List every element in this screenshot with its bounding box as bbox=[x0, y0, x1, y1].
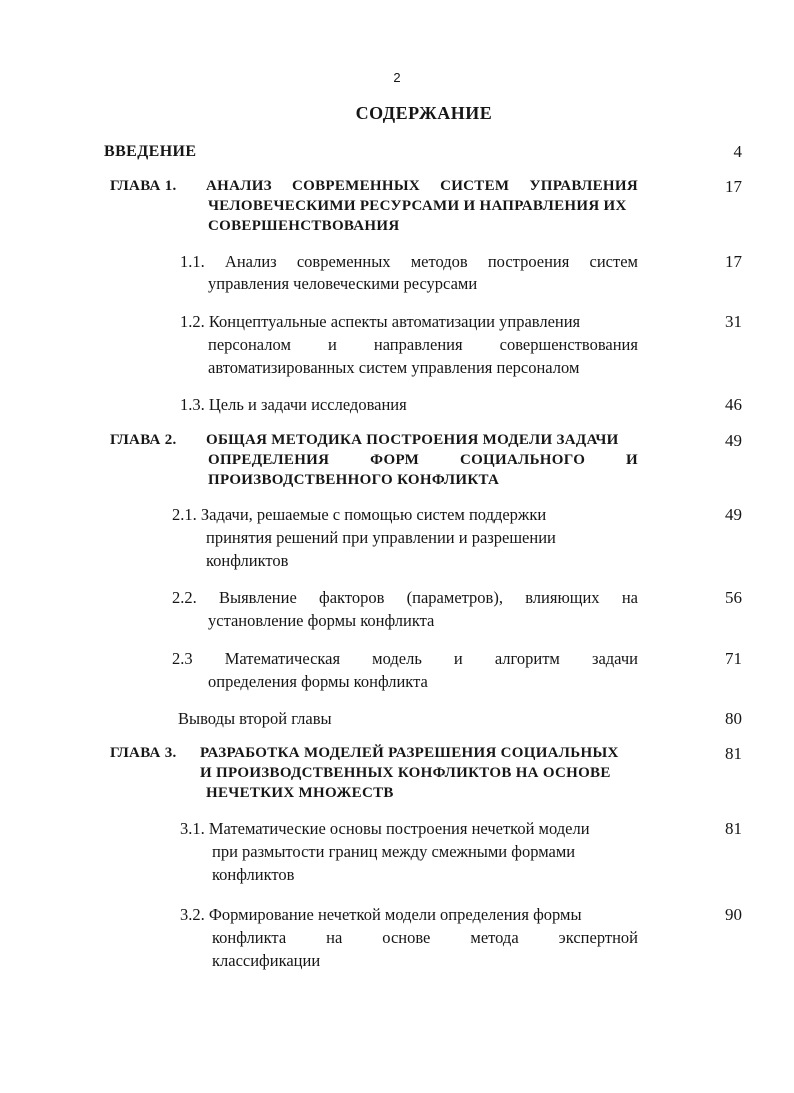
section-1-2-line2: персоналом и направления совершенствования bbox=[208, 335, 638, 354]
section-1-2-line1: 1.2. Концептуальные аспекты автоматизации управления bbox=[180, 312, 581, 331]
section-3-1-line2: при размытости границ между смежными формами bbox=[212, 842, 576, 861]
section-1-1-line1: 1.1. Анализ современных методов построения систем bbox=[180, 252, 638, 271]
section-2-1-line2: принятия решений при управлении и разрешении bbox=[206, 528, 556, 547]
section-2-3-page: 71 bbox=[725, 649, 742, 668]
section-1-1-line2: управления человеческими ресурсами bbox=[208, 274, 478, 293]
section-2-2-page: 56 bbox=[725, 588, 742, 607]
section-2-2-line2: установление формы конфликта bbox=[208, 611, 435, 630]
section-2-3-line1: 2.3 Математическая модель и алгоритм задачи bbox=[172, 649, 638, 668]
section-3-1-line3: конфликтов bbox=[212, 865, 295, 884]
chapter2-title-line2: ОПРЕДЕЛЕНИЯ ФОРМ СОЦИАЛЬНОГО И bbox=[208, 452, 638, 468]
section-3-2-line3: классификации bbox=[212, 951, 321, 970]
section-2-3-line2: определения формы конфликта bbox=[208, 672, 428, 691]
section-2-1-page: 49 bbox=[725, 505, 742, 524]
chapter3-number: ГЛАВА 3. bbox=[110, 745, 177, 761]
section-1-3-page: 46 bbox=[725, 395, 742, 414]
section-2-conclusions-page: 80 bbox=[725, 709, 742, 728]
chapter3-title-line2: И ПРОИЗВОДСТВЕННЫХ КОНФЛИКТОВ НА ОСНОВЕ bbox=[200, 765, 611, 781]
chapter1-number: ГЛАВА 1. bbox=[110, 178, 177, 194]
chapter2-number: ГЛАВА 2. bbox=[110, 432, 177, 448]
toc-intro-label: ВВЕДЕНИЕ bbox=[104, 143, 197, 160]
chapter1-title-line2: ЧЕЛОВЕЧЕСКИМИ РЕСУРСАМИ И НАПРАВЛЕНИЯ ИХ bbox=[208, 198, 627, 214]
chapter2-title-line1: ОБЩАЯ МЕТОДИКА ПОСТРОЕНИЯ МОДЕЛИ ЗАДАЧИ bbox=[206, 432, 619, 448]
section-1-3-line1: 1.3. Цель и задачи исследования bbox=[180, 395, 407, 414]
chapter3-page: 81 bbox=[725, 744, 742, 763]
section-2-2-line1: 2.2. Выявление факторов (параметров), влияющих на bbox=[172, 588, 638, 607]
section-2-1-line3: конфликтов bbox=[206, 551, 289, 570]
chapter3-title-line1: РАЗРАБОТКА МОДЕЛЕЙ РАЗРЕШЕНИЯ СОЦИАЛЬНЫХ bbox=[200, 745, 619, 761]
section-2-conclusions: Выводы второй главы bbox=[178, 709, 332, 728]
section-3-2-line1: 3.2. Формирование нечеткой модели определения формы bbox=[180, 905, 582, 924]
chapter2-page: 49 bbox=[725, 431, 742, 450]
chapter2-title-line3: ПРОИЗВОДСТВЕННОГО КОНФЛИКТА bbox=[208, 472, 500, 488]
section-1-2-page: 31 bbox=[725, 312, 742, 331]
chapter1-page: 17 bbox=[725, 177, 742, 196]
section-3-2-line2: конфликта на основе метода экспертной bbox=[212, 928, 638, 947]
section-1-2-line3: автоматизированных систем управления персоналом bbox=[208, 358, 580, 377]
chapter3-title-line3: НЕЧЕТКИХ МНОЖЕСТВ bbox=[206, 785, 394, 801]
section-2-1-line1: 2.1. Задачи, решаемые с помощью систем поддержки bbox=[172, 505, 547, 524]
section-3-2-page: 90 bbox=[725, 905, 742, 924]
chapter1-title-line3: СОВЕРШЕНСТВОВАНИЯ bbox=[208, 218, 400, 234]
section-3-1-line1: 3.1. Математические основы построения нечеткой модели bbox=[180, 819, 590, 838]
toc-title: СОДЕРЖАНИЕ bbox=[355, 103, 493, 123]
section-1-1-page: 17 bbox=[725, 252, 742, 271]
chapter1-title-line1: АНАЛИЗ СОВРЕМЕННЫХ СИСТЕМ УПРАВЛЕНИЯ bbox=[206, 178, 638, 194]
section-3-1-page: 81 bbox=[725, 819, 742, 838]
toc-intro-page: 4 bbox=[733, 142, 742, 161]
page-number: 2 bbox=[393, 70, 401, 85]
